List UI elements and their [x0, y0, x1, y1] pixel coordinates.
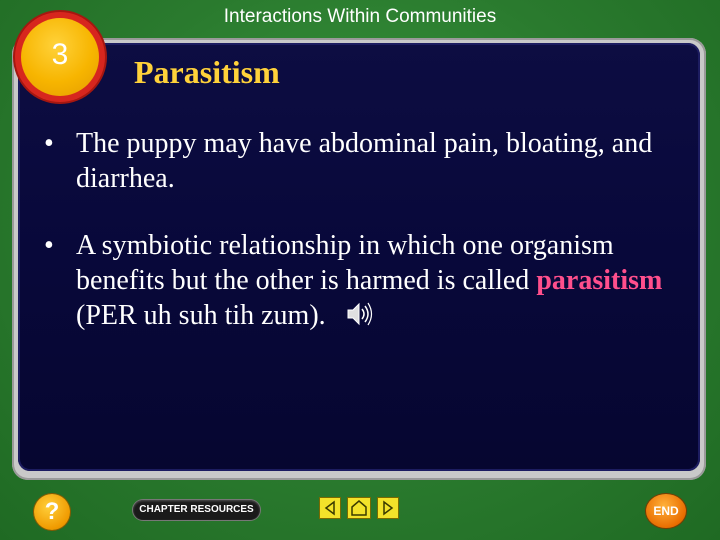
bullet-dot: •: [44, 128, 54, 159]
arrow-left-icon: [320, 498, 340, 518]
bullet-item: [44, 126, 664, 196]
bullet-dot: •: [44, 230, 54, 261]
vocabulary-term: parasitism: [536, 265, 663, 296]
header-title: Interactions Within Communities: [223, 6, 497, 27]
next-button[interactable]: [378, 498, 398, 518]
speaker-icon[interactable]: [343, 299, 373, 329]
end-button[interactable]: END: [646, 494, 686, 528]
slide-title: Parasitism: [134, 54, 280, 90]
previous-button[interactable]: [320, 498, 340, 518]
section-number: 3: [51, 38, 69, 71]
chapter-resources-button[interactable]: CHAPTER RESOURCES: [133, 500, 260, 520]
bullet-text-after: (PER uh suh tih zum).: [76, 300, 326, 331]
bullet-text: The puppy may have abdominal pain, bloating, and diarrhea.: [76, 128, 653, 194]
help-button[interactable]: ?: [34, 494, 70, 530]
home-icon: [348, 498, 370, 518]
bullet-list: [44, 126, 664, 365]
home-button[interactable]: [348, 498, 370, 518]
bullet-item: [44, 228, 664, 333]
arrow-right-icon: [378, 498, 398, 518]
section-badge-inner: [21, 18, 99, 96]
bullet-text-before: A symbiotic relationship in which one organism benefits but the other is harmed is called: [76, 230, 614, 296]
